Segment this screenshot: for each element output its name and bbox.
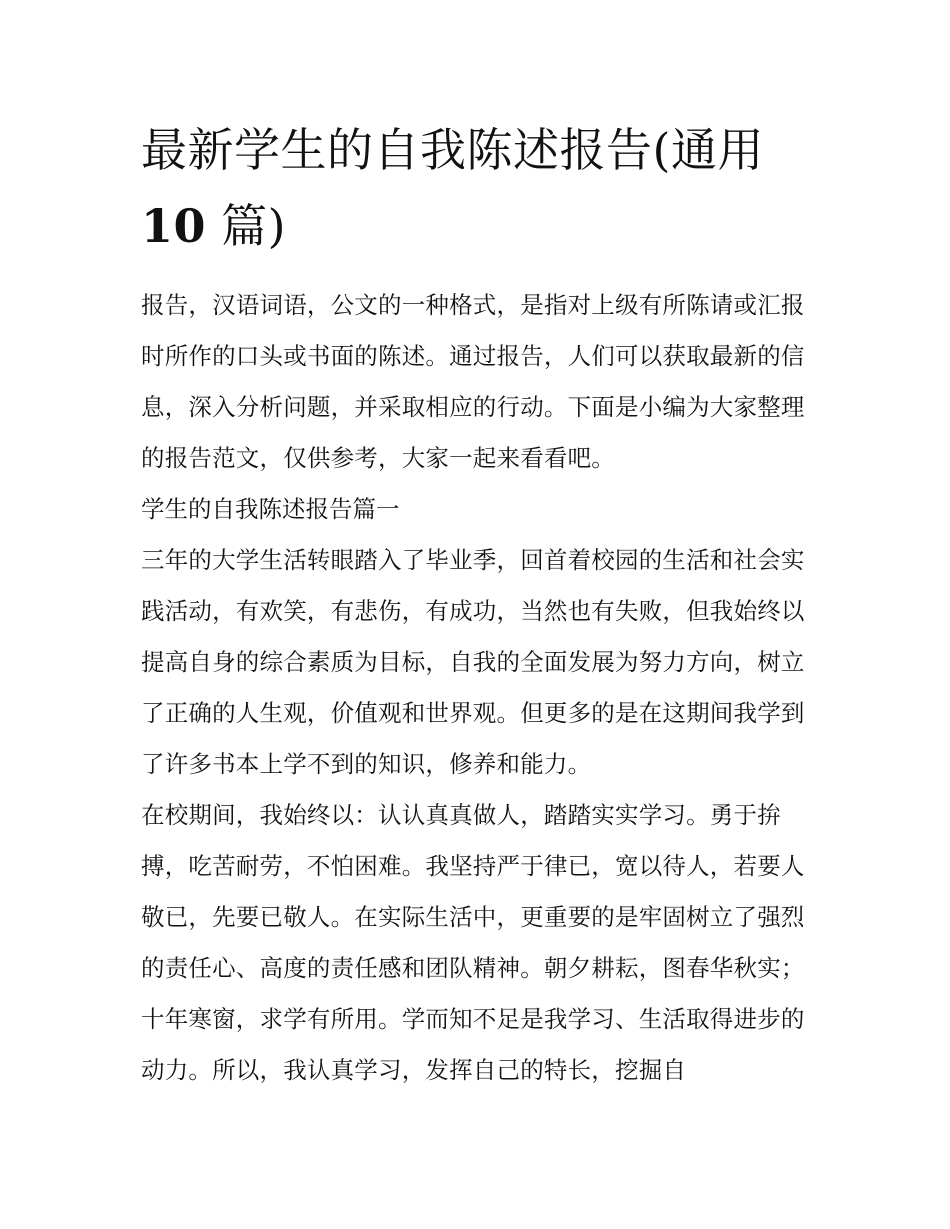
section-heading: 学生的自我陈述报告篇一 (141, 495, 400, 523)
document-title (141, 112, 813, 264)
title-end: 篇) (206, 199, 287, 253)
intro-paragraph: 报告，汉语词语，公文的一种格式，是指对上级有所陈请或汇报时所作的口头或书面的陈述。通过报告，人们可以获取最新的信息，深入分析问题，并采取相应的行动。下面是小编为大家整理的报告范文，仅供参考，大家一起来看看吧。 (141, 291, 805, 472)
title-text: 最新学生的自我陈述报告(通用 (141, 123, 764, 177)
body-paragraph-2: 在校期间，我始终以：认认真真做人，踏踏实实学习。勇于拚搏，吃苦耐劳，不怕困难。我坚持严于律已，宽以待人，若要人敬已，先要已敬人。在实际生活中，更重要的是牢固树立了强烈的责任心、高度的责任感和团队精神。朝夕耕耘，图春华秋实；十年寒窗，求学有所用。学而知不足是我学习、生活取得进步的动力。所以，我认真学习，发挥自己的特长，挖掘自 (141, 801, 805, 1084)
body-paragraph-1: 三年的大学生活转眼踏入了毕业季，回首着校园的生活和社会实践活动，有欢笑，有悲伤，有成功，当然也有失败，但我始终以提高自身的综合素质为目标，自我的全面发展为努力方向，树立了正确的人生观，价值观和世界观。但更多的是在这期间我学到了许多书本上学不到的知识，修养和能力。 (141, 546, 805, 778)
document-content (141, 112, 813, 1096)
title-number: 10 (141, 199, 207, 253)
